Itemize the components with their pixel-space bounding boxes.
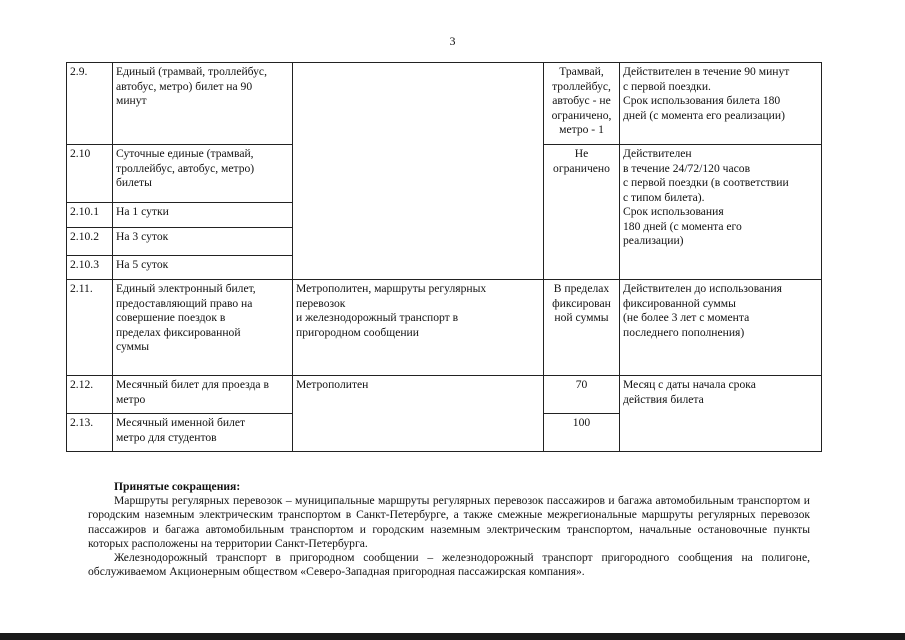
row-number: 2.10.2 [67, 228, 113, 256]
transport-cell: Метрополитен, маршруты регулярных перевозок и железнодорожный транспорт в пригородном сообщении [293, 280, 544, 376]
ticket-name: Суточные единые (трамвай, троллейбус, автобус, метро) билеты [113, 145, 293, 203]
trip-limit: Не ограничено [544, 145, 620, 280]
fare-table [66, 62, 822, 452]
ticket-name: Месячный билет для проезда в метро [113, 376, 293, 414]
ticket-name: На 3 суток [113, 228, 293, 256]
row-number: 2.13. [67, 414, 113, 452]
trip-limit: В пределах фиксирован ной суммы [544, 280, 620, 376]
row-number: 2.10 [67, 145, 113, 203]
table-row [67, 280, 822, 376]
abbreviations-section [88, 480, 810, 579]
page-number: 3 [449, 34, 456, 48]
page-bottom-edge [0, 633, 905, 640]
ticket-name: Месячный именной билет метро для студентов [113, 414, 293, 452]
trip-limit: 100 [544, 414, 620, 452]
row-number: 2.11. [67, 280, 113, 376]
trip-limit: Трамвай, троллейбус, автобус - не ограничено, метро - 1 [544, 63, 620, 145]
ticket-name: Единый (трамвай, троллейбус, автобус, метро) билет на 90 минут [113, 63, 293, 145]
abbreviations-heading: Принятые сокращения: [114, 480, 241, 493]
transport-cell: Метрополитен [293, 376, 544, 452]
row-number: 2.10.3 [67, 256, 113, 280]
row-number: 2.9. [67, 63, 113, 145]
ticket-name: Единый электронный билет, предоставляющий право на совершение поездок в пределах фиксированной суммы [113, 280, 293, 376]
transport-cell [293, 63, 544, 280]
trip-limit: 70 [544, 376, 620, 414]
row-number: 2.10.1 [67, 203, 113, 228]
table-row [67, 376, 822, 414]
validity-text: Месяц с даты начала срока действия билета [620, 376, 822, 452]
abbreviation-paragraph: Маршруты регулярных перевозок – муниципальные маршруты регулярных перевозок пассажиров и багажа автомобильным транспортом и городским наземным электрическим транспортом в Санкт-Петербурге, а также смежные межрегиональные маршруты регулярных перевозок пассажиров и багажа автомобильным транспортом и городским наземным электрическим транспортом, начальные остановочные пункты которых расположены на территории Санкт-Петербурга. [88, 494, 810, 550]
ticket-name: На 1 сутки [113, 203, 293, 228]
validity-text: Действителен в течение 24/72/120 часов с первой поездки (в соответствии с типом билета). Срок использования 180 дней (с момента его реализации) [620, 145, 822, 280]
ticket-name: На 5 суток [113, 256, 293, 280]
validity-text: Действителен до использования фиксированной суммы (не более 3 лет с момента последнего пополнения) [620, 280, 822, 376]
validity-text: Действителен в течение 90 минут с первой поездки. Срок использования билета 180 дней (с момента его реализации) [620, 63, 822, 145]
table-row [67, 63, 822, 145]
row-number: 2.12. [67, 376, 113, 414]
abbreviation-paragraph: Железнодорожный транспорт в пригородном сообщении – железнодорожный транспорт пригородного сообщения на полигоне, обслуживаемом Акционерным обществом «Северо-Западная пригородная пассажирская компания». [88, 551, 810, 579]
